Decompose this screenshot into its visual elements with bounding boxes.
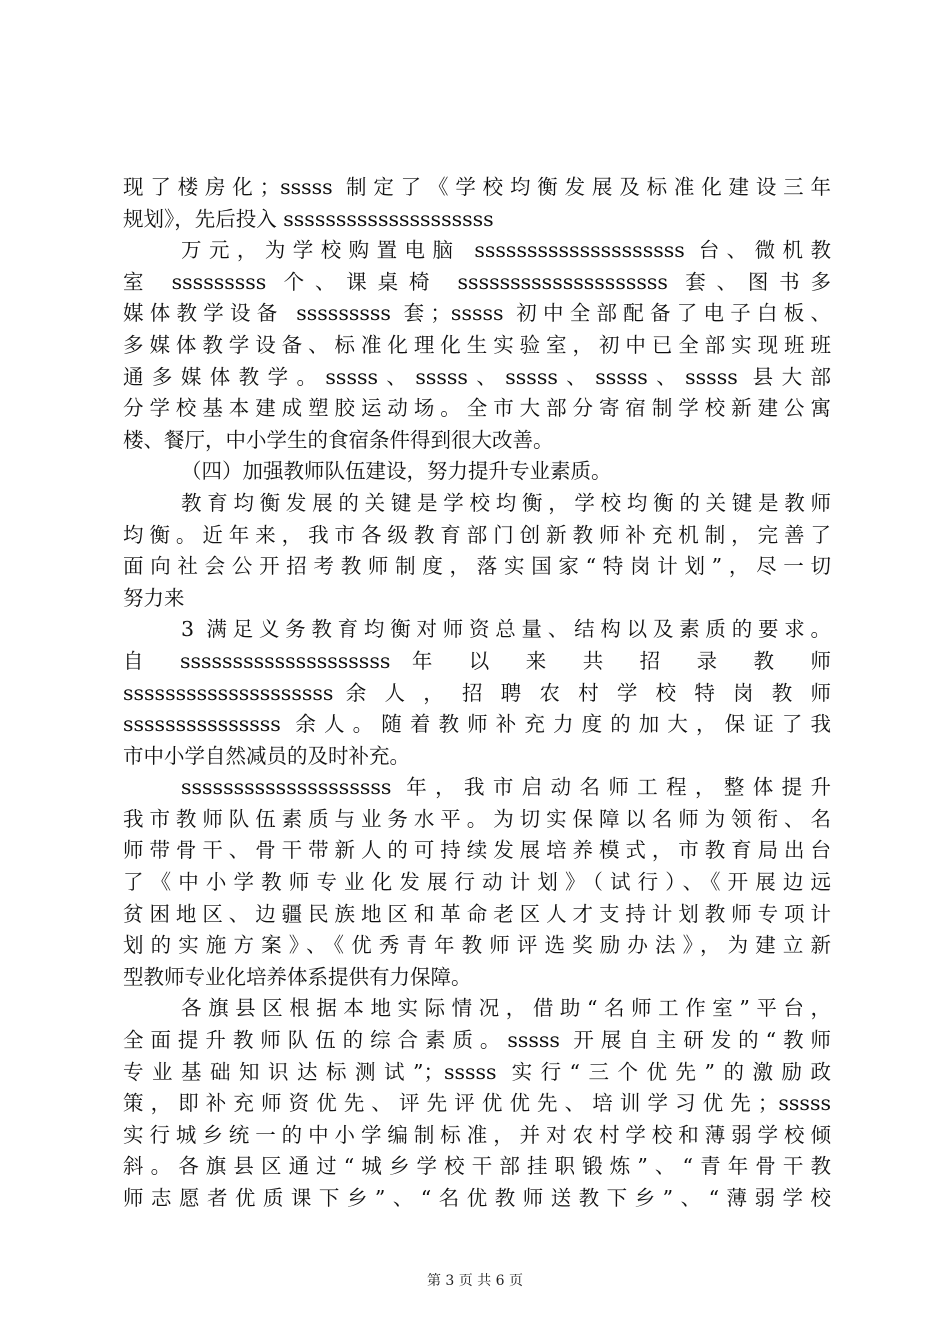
text-line: 贫困地区、边疆民族地区和革命老区人才支持计划教师专项计 (123, 901, 831, 926)
text-line: 各旗县区根据本地实际情况，借助“名师工作室”平台， (181, 996, 831, 1021)
text-line: 现了楼房化；sssss 制定了《学校均衡发展及标准化建设三年 (123, 175, 831, 199)
text-line: 自 ssssssssssssssssssss 年 以 来 共 招 录 教 师 (123, 648, 831, 673)
text-line: 斜。各旗县区通过“城乡学校干部挂职锻炼”、“青年骨干教 (123, 1154, 831, 1179)
text-line: 面向社会公开招考教师制度，落实国家“特岗计划”，尽一切 (123, 554, 831, 579)
text-line: 多媒体教学设备、标准化理化生实验室，初中已全部实现班班 (123, 332, 831, 357)
text-line: ssssssssssssssssssss 年，我市启动名师工程，整体提升 (181, 775, 831, 800)
text-line: 全面提升教师队伍的综合素质。sssss 开展自主研发的“教师 (123, 1028, 831, 1053)
text-line: 3 满足义务教育均衡对师资总量、结构以及素质的要求。 (181, 617, 831, 642)
text-line: 划的实施方案》、《优秀青年教师评选奖励办法》，为建立新 (123, 933, 831, 958)
text-line: 均衡。近年来，我市各级教育部门创新教师补充机制，完善了 (123, 522, 831, 547)
text-line: 师志愿者优质课下乡”、“名优教师送教下乡”、“薄弱学校 (123, 1186, 831, 1210)
text-line: 我市教师队伍素质与业务水平。为切实保障以名师为领衔、名 (123, 806, 831, 831)
text-line: 媒体教学设备 sssssssss 套；sssss 初中全部配备了电子白板、 (123, 301, 831, 326)
text-line: 了《中小学教师专业化发展行动计划》（试行）、《开展边远 (123, 870, 831, 895)
text-line: 型教师专业化培养体系提供有力保障。 (123, 964, 472, 989)
text-line: 教育均衡发展的关键是学校均衡，学校均衡的关键是教师 (181, 490, 831, 515)
text-line: 策，即补充师资优先、评先评优优先、培训学习优先；sssss (123, 1091, 831, 1116)
text-line: 万元，为学校购置电脑 ssssssssssssssssssss 台、微机教 (181, 238, 831, 263)
section-heading: （四）加强教师队伍建设，努力提升专业素质。 (181, 459, 612, 484)
text-line: 专业基础知识达标测试”；sssss 实行“三个优先”的激励政 (123, 1059, 831, 1084)
text-line: 室 sssssssss 个、课桌椅 ssssssssssssssssssss 套、图书多 (123, 269, 831, 294)
text-line: ssssssssssssssssssss 余 人 ， 招 聘 农 村 学 校 特 岗 教 师 (123, 680, 831, 705)
text-line: 市中小学自然减员的及时补充。 (123, 743, 410, 768)
text-line: 规划》，先后投入 ssssssssssssssssssss (123, 206, 494, 231)
text-line: sssssssssssssss 余人。随着教师补充力度的加大，保证了我 (123, 712, 831, 737)
text-line: 努力来 (123, 585, 185, 610)
page-number-footer: 第 3 页 共 6 页 (426, 1273, 524, 1289)
text-line: 通多媒体教学。sssss、sssss、sssss、sssss、sssss 县大部 (123, 364, 831, 389)
text-line: 楼、餐厅，中小学生的食宿条件得到很大改善。 (123, 427, 554, 452)
text-line: 师带骨干、骨干带新人的可持续发展培养模式，市教育局出台 (123, 838, 831, 863)
text-line: 分学校基本建成塑胶运动场。全市大部分寄宿制学校新建公寓 (123, 396, 831, 421)
document-body (123, 172, 831, 1215)
text-line: 实行城乡统一的中小学编制标准，并对农村学校和薄弱学校倾 (123, 1122, 831, 1147)
